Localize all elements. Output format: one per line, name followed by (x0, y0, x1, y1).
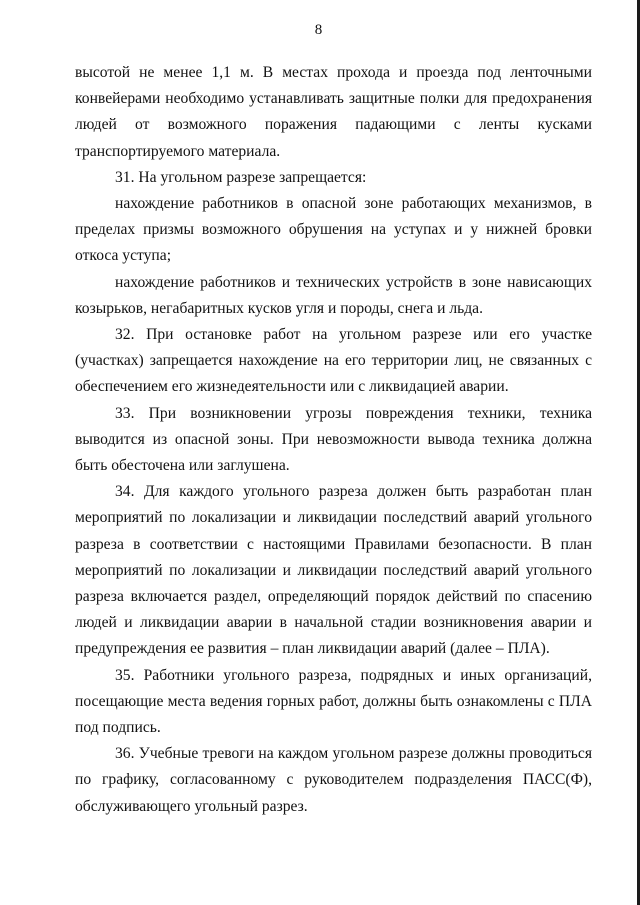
paragraph-31-item-1: нахождение работников в опасной зоне работающих механизмов, в пределах призмы возможного обрушения на уступах и у нижней бровки откоса уступа; (75, 195, 592, 265)
paragraph-32: 32. При остановке работ на угольном разрезе или его участке (участках) запрещается нахождение на его территории лиц, не связанных с обеспечением его жизнедеятельности или с ликвидацией аварии. (75, 326, 592, 396)
paragraph-continuation: высотой не менее 1,1 м. В местах прохода и проезда под ленточными конвейерами необходимо устанавливать защитные полки для предохранения людей от возможного поражения падающими с ленты кусками транспортируемого материала. (75, 64, 592, 160)
paragraph-31-item-2: нахождение работников и технических устройств в зоне нависающих козырьков, негабаритных кусков угля и породы, снега и льда. (75, 273, 592, 317)
paragraph-35: 35. Работники угольного разреза, подрядных и иных организаций, посещающие места ведения горных работ, должны быть ознакомлены с ПЛА под подпись. (75, 666, 592, 737)
page-number: 8 (314, 22, 323, 38)
paragraph-36: 36. Учебные тревоги на каждом угольном разрезе должны проводиться по графику, согласованному с руководителем подразделения ПАСС(Ф), обслуживающего угольный разрез. (75, 745, 592, 815)
document-body (75, 60, 592, 820)
paragraph-34: 34. Для каждого угольного разреза должен быть разработан план мероприятий по локализации и ликвидации последствий аварий угольного разреза в соответствии с настоящими Правилами безопасности. В план мероприятий по локализации и ликвидации последствий аварий угольного разреза включается раздел, определяющий порядок действий по спасению людей и ликвидации аварии в начальной стадии возникновения аварии и предупреждения ее развития – план ликвидации аварий (далее – ПЛА). (75, 483, 592, 658)
paragraph-31-heading: 31. На угольном разрезе запрещается: (115, 168, 367, 186)
paragraph-33: 33. При возникновении угрозы повреждения техники, техника выводится из опасной зоны. При невозможности вывода техника должна быть обесточена или заглушена. (75, 404, 592, 475)
